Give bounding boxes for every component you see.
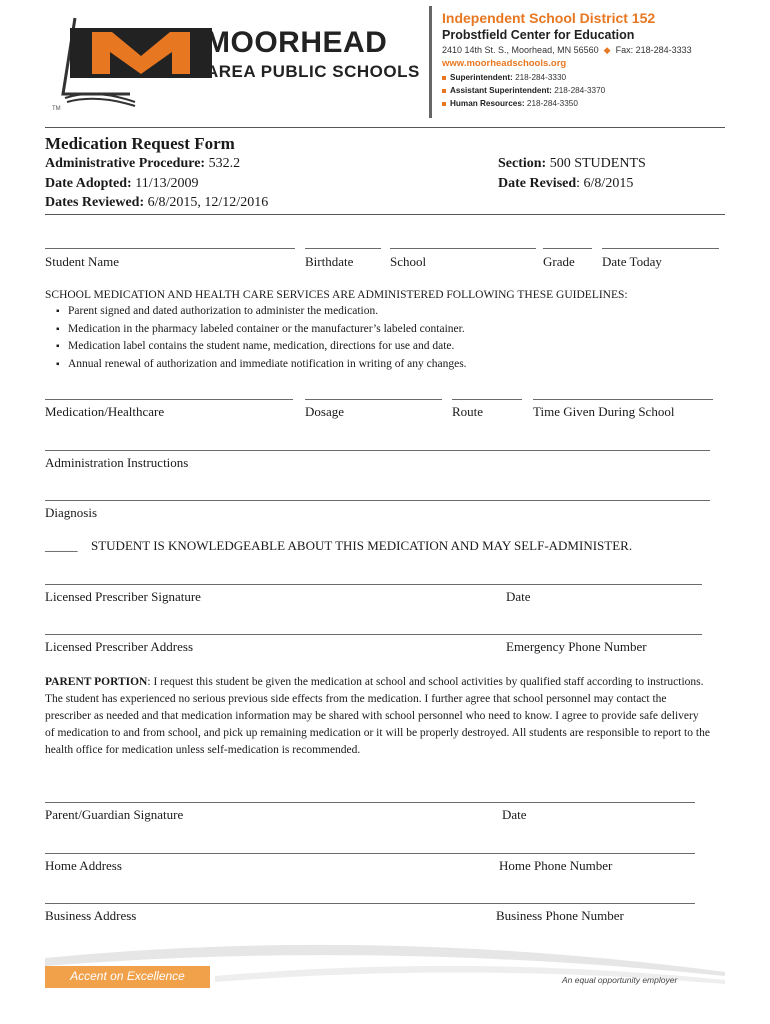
guideline-item: ▪ Medication label contains the student name, medication, directions for use and date. xyxy=(68,338,467,356)
footer-badge xyxy=(45,966,210,988)
student-name-label: Student Name xyxy=(45,254,120,269)
time-given-line[interactable] xyxy=(533,399,713,400)
guideline-item: ▪ Parent signed and dated authorization to administer the medication. xyxy=(68,303,467,321)
prescriber-signature-label: Licensed Prescriber Signature xyxy=(45,589,201,604)
date-today-label: Date Today xyxy=(602,254,662,269)
contact-assistant-superintendent xyxy=(442,86,605,95)
section-line xyxy=(498,156,646,172)
revised-label: Date Revised xyxy=(498,176,577,191)
contact-superintendent xyxy=(442,73,566,82)
dosage-label: Dosage xyxy=(305,404,344,419)
diagnosis-line[interactable] xyxy=(45,500,710,501)
procedure-value: 532.2 xyxy=(205,156,241,171)
guidelines-list xyxy=(56,303,467,373)
prescriber-address-line[interactable] xyxy=(45,634,702,635)
contact-phone: 218-284-3330 xyxy=(515,73,567,82)
prescriber-address-label: Licensed Prescriber Address xyxy=(45,639,194,654)
birthdate-label: Birthdate xyxy=(305,254,354,269)
reviewed-label: Dates Reviewed: xyxy=(45,195,145,210)
home-address-line[interactable] xyxy=(45,853,695,854)
parent-portion-label: PARENT PORTION xyxy=(45,676,148,688)
footer-badge-text: Accent on Excellence xyxy=(70,969,185,983)
contact-human-resources xyxy=(442,99,578,108)
title-bottom-rule xyxy=(45,214,725,215)
procedure-line xyxy=(45,156,240,172)
parent-date-label: Date xyxy=(502,807,527,822)
student-name-line[interactable] xyxy=(45,248,295,249)
guideline-item: ▪ Annual renewal of authorization and immediate notification in writing of any changes. xyxy=(68,356,467,374)
prescriber-date-label: Date xyxy=(506,589,531,604)
emergency-phone-label: Emergency Phone Number xyxy=(506,639,647,654)
school-line[interactable] xyxy=(390,248,536,249)
parent-portion-body: : I request this student be given the medication at school and school activities by qualified staff according to instructions. The student has experienced no serious previous side effects from the medication. I further agree that school personnel may contact the prescriber as needed and that medication information may be shared with school personnel who need to know. I agree to provide safe delivery of medication to and from school, and pick up remaining medication or it will be properly destroyed. All students are responsible to report to the health office for medication unless self-medication is recommended. xyxy=(45,676,710,756)
guideline-item: ▪ Medication in the pharmacy labeled container or the manufacturer’s labeled container. xyxy=(68,321,467,339)
contact-phone: 218-284-3370 xyxy=(554,86,606,95)
bullet-icon xyxy=(442,89,446,93)
header-divider xyxy=(429,6,432,118)
form-title: Medication Request Form xyxy=(45,134,235,153)
parent-signature-line[interactable] xyxy=(45,802,695,803)
adopted-label: Date Adopted: xyxy=(45,176,132,191)
time-given-label: Time Given During School xyxy=(533,404,675,419)
grade-line[interactable] xyxy=(543,248,592,249)
business-address-label: Business Address xyxy=(45,908,137,923)
contact-role: Human Resources: xyxy=(450,99,525,108)
diagnosis-label: Diagnosis xyxy=(45,505,97,520)
address-line xyxy=(442,45,692,56)
school-name: MOORHEAD xyxy=(205,26,388,59)
business-phone-label: Business Phone Number xyxy=(496,908,624,923)
dosage-line[interactable] xyxy=(305,399,442,400)
medication-line[interactable] xyxy=(45,399,293,400)
logo-m-mark xyxy=(70,22,212,84)
school-label: School xyxy=(390,254,427,269)
admin-instructions-line[interactable] xyxy=(45,450,710,451)
parent-signature-label: Parent/Guardian Signature xyxy=(45,807,184,822)
address-text: 2410 14th St. S., Moorhead, MN 56560 xyxy=(442,45,599,55)
self-admin-statement: STUDENT IS KNOWLEDGEABLE ABOUT THIS MEDICATION AND MAY SELF-ADMINISTER. xyxy=(91,538,633,553)
route-line[interactable] xyxy=(452,399,522,400)
contact-phone: 218-284-3350 xyxy=(526,99,578,108)
revised-value: : 6/8/2015 xyxy=(576,176,634,191)
birthdate-line[interactable] xyxy=(305,248,381,249)
contact-role: Assistant Superintendent: xyxy=(450,86,552,95)
section-value: 500 STUDENTS xyxy=(546,156,646,171)
home-phone-label: Home Phone Number xyxy=(499,858,613,873)
top-rule xyxy=(45,127,725,128)
adopted-value: 11/13/2009 xyxy=(131,176,199,191)
admin-instructions-label: Administration Instructions xyxy=(45,455,189,470)
reviewed-line xyxy=(45,195,268,211)
procedure-label: Administrative Procedure: xyxy=(45,156,206,171)
parent-portion-text xyxy=(45,674,710,759)
website-link[interactable]: www.moorheadschools.org xyxy=(442,58,567,69)
business-address-line[interactable] xyxy=(45,903,695,904)
medication-label: Medication/Healthcare xyxy=(45,404,165,419)
fax-text: Fax: 218-284-3333 xyxy=(615,45,692,55)
district-name: Independent School District 152 xyxy=(442,10,656,26)
bullet-icon xyxy=(442,76,446,80)
adopted-line xyxy=(45,176,199,192)
center-name: Probstfield Center for Education xyxy=(442,28,635,42)
revised-line xyxy=(498,176,633,192)
bullet-icon: ◆ xyxy=(601,45,614,55)
equal-opportunity-text: An equal opportunity employer xyxy=(562,975,678,985)
section-label: Section: xyxy=(498,156,547,171)
date-today-line[interactable] xyxy=(602,248,719,249)
grade-label: Grade xyxy=(543,254,575,269)
trademark-mark: TM xyxy=(52,106,61,112)
home-address-label: Home Address xyxy=(45,858,122,873)
reviewed-value: 6/8/2015, 12/12/2016 xyxy=(144,195,269,210)
route-label: Route xyxy=(452,404,484,419)
bullet-icon xyxy=(442,102,446,106)
guidelines-heading: SCHOOL MEDICATION AND HEALTH CARE SERVICES ARE ADMINISTERED FOLLOWING THESE GUIDELINES: xyxy=(45,289,628,301)
school-subtitle: AREA PUBLIC SCHOOLS xyxy=(206,62,420,81)
prescriber-signature-line[interactable] xyxy=(45,584,702,585)
self-admin-blank[interactable]: _____ xyxy=(45,538,78,553)
contact-role: Superintendent: xyxy=(450,73,513,82)
